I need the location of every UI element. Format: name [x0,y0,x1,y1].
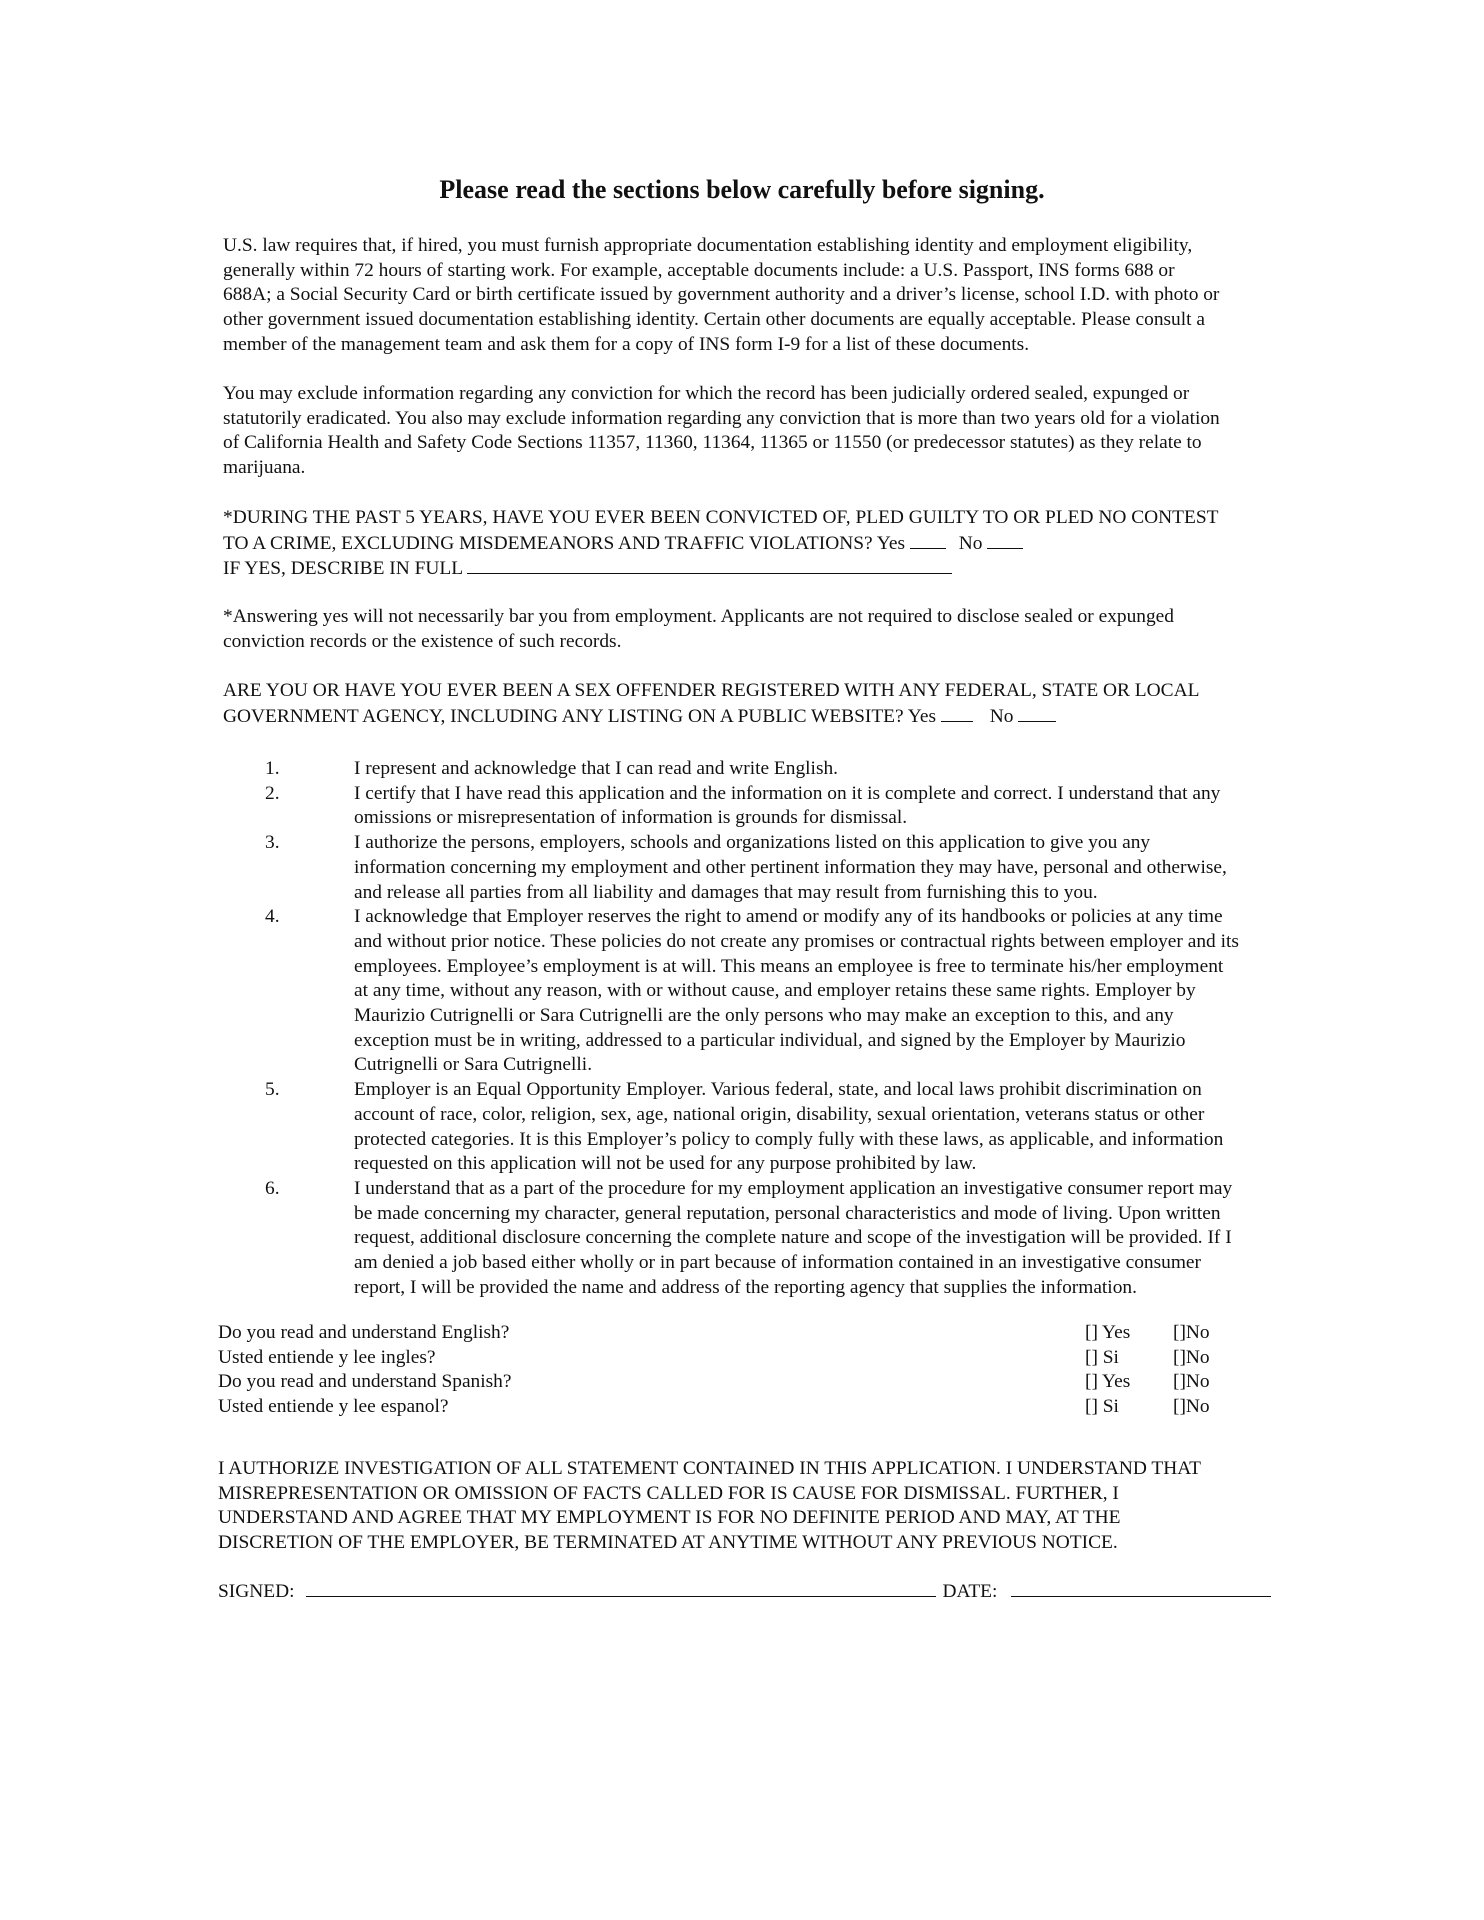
item-line: Cutrignelli or Sara Cutrignelli. [354,1054,593,1076]
question-line: ARE YOU OR HAVE YOU EVER BEEN A SEX OFFENDER REGISTERED WITH ANY FEDERAL, STATE OR LOCAL [223,680,1200,701]
item-number: 6. [265,1177,280,1199]
signature-field[interactable] [306,1578,936,1597]
paragraph-line: You may exclude information regarding any conviction for which the record has been judicially ordered sealed, expunged or [223,383,1190,404]
paragraph-line: member of the management team and ask them for a copy of INS form I-9 for a list of these documents. [223,333,1030,355]
item-line: Employer is an Equal Opportunity Employer. Various federal, state, and local laws prohibit discrimination on [354,1079,1202,1101]
note-line: conviction records or the existence of such records. [223,630,622,652]
item-number: 4. [265,906,280,928]
language-row [218,1321,1248,1346]
question-text: GOVERNMENT AGENCY, INCLUDING ANY LISTING ON A PUBLIC WEBSITE? [223,705,904,727]
authorization-statement [218,1457,1368,1556]
documentation-paragraph [223,234,1358,358]
question-line [223,704,1358,730]
spanish-yes-checkbox[interactable]: [] Yes [1085,1371,1131,1393]
describe-label: IF YES, DESCRIBE IN FULL [223,558,463,580]
yes-label: Yes [876,532,905,554]
item-line: I certify that I have read this application and the information on it is complete and correct. I understand that any [354,782,1221,804]
language-row [218,1370,1248,1395]
page-title: Please read the sections below carefully before signing. [439,175,1045,204]
english-yes-checkbox[interactable]: [] Yes [1085,1322,1131,1343]
sex-offender-no-blank[interactable] [1018,704,1056,722]
conviction-yes-blank[interactable] [910,531,946,549]
item-line: exception must be in writing, addressed to a particular individual, and signed by the Employer by Maurizio [354,1029,1186,1051]
item-number: 2. [265,782,280,804]
no-label: No [989,705,1014,727]
item-line: employees. Employee’s employment is at will. This means an employee is free to terminate his/her employment [354,955,1224,977]
yes-label: Yes [907,705,936,727]
item-line: omissions or misrepresentation of information is grounds for dismissal. [354,807,908,829]
item-line: account of race, color, religion, sex, age, national origin, disability, sexual orientation, veterans status or other [354,1103,1205,1125]
language-row [218,1346,1248,1371]
language-question: Do you read and understand Spanish? [218,1371,512,1393]
language-question: Usted entiende y lee ingles? [218,1346,436,1368]
item-line: protected categories. It is this Employer’s policy to comply fully with these laws, as applicable, and information [354,1128,1224,1150]
item-line: am denied a job based either wholly or in part because of information contained in an investigative consumer [354,1252,1201,1274]
sex-offender-yes-blank[interactable] [941,704,973,722]
item-line: Maurizio Cutrignelli or Sara Cutrignelli are the only persons who may make an exception to this, and any [354,1005,1174,1027]
list-item [223,782,1358,831]
paragraph-line: of California Health and Safety Code Sections 11357, 11360, 11364, 11365 or 11550 (or predecessor statutes) as they relate to [223,432,1202,454]
paragraph-line: statutorily eradicated. You also may exclude information regarding any conviction that is more than two years old for a violation [223,407,1220,429]
acknowledgement-list [223,757,1358,1300]
item-line: at any time, without any reason, with or without cause, and employer retains these same rights. Employer by [354,980,1196,1002]
question-line [223,556,1358,582]
ingles-si-checkbox[interactable]: [] Si [1085,1346,1119,1368]
disclosure-note [223,605,1358,654]
question-text: TO A CRIME, EXCLUDING MISDEMEANORS AND TRAFFIC VIOLATIONS? [223,532,873,554]
signature-row [218,1578,1368,1605]
authorization-line: UNDERSTAND AND AGREE THAT MY EMPLOYMENT IS FOR NO DEFINITE PERIOD AND MAY, AT THE [218,1507,1121,1529]
item-number: 5. [265,1079,280,1101]
date-label: DATE: [942,1581,998,1602]
language-row [218,1395,1248,1420]
item-line: be made concerning my character, general reputation, personal characteristics and mode of living. Upon written [354,1202,1221,1224]
language-question: Usted entiende y lee espanol? [218,1396,449,1418]
signed-label: SIGNED: [218,1581,295,1602]
item-line: request, additional disclosure concerning the complete nature and scope of the investigation will be provided. If I [354,1227,1232,1249]
question-line: *DURING THE PAST 5 YEARS, HAVE YOU EVER BEEN CONVICTED OF, PLED GUILTY TO OR PLED NO CONTEST [223,507,1219,528]
list-item [223,1078,1358,1177]
item-line: I acknowledge that Employer reserves the right to amend or modify any of its handbooks or policies at any time [354,906,1223,928]
item-number: 1. [265,758,280,779]
espanol-si-checkbox[interactable]: [] Si [1085,1396,1119,1418]
ingles-no-checkbox[interactable]: []No [1173,1346,1210,1368]
conviction-no-blank[interactable] [987,531,1023,549]
spanish-no-checkbox[interactable]: []No [1173,1371,1210,1393]
item-line: requested on this application will not be used for any purpose prohibited by law. [354,1153,977,1175]
language-question: Do you read and understand English? [218,1322,510,1343]
item-line: and release all parties from all liability and damages that may result from furnishing this to you. [354,881,1098,903]
item-line: and without prior notice. These policies do not create any promises or contractual rights between employer and its [354,930,1239,952]
english-no-checkbox[interactable]: []No [1173,1322,1210,1343]
list-item [223,905,1358,1078]
paragraph-line: other government issued documentation establishing identity. Certain other documents are equally acceptable. Please consult a [223,309,1205,331]
item-number: 3. [265,832,280,854]
item-line: information concerning my employment and other pertinent information they may have, personal and otherwise, [354,856,1227,878]
item-line: report, I will be provided the name and address of the reporting agency that supplies the information. [354,1276,1137,1298]
paragraph-line: 688A; a Social Security Card or birth certificate issued by government authority and a driver’s license, school I.D. with photo or [223,284,1220,306]
authorization-line: I AUTHORIZE INVESTIGATION OF ALL STATEMENT CONTAINED IN THIS APPLICATION. I UNDERSTAND THAT [218,1458,1201,1479]
language-questions [218,1321,1248,1420]
item-line: I understand that as a part of the procedure for my employment application an investigative consumer report may [354,1177,1233,1199]
espanol-no-checkbox[interactable]: []No [1173,1396,1210,1418]
conviction-question [223,506,1358,582]
paragraph-line: U.S. law requires that, if hired, you must furnish appropriate documentation establishing identity and employment eligibility, [223,235,1193,256]
authorization-line: DISCRETION OF THE EMPLOYER, BE TERMINATED AT ANYTIME WITHOUT ANY PREVIOUS NOTICE. [218,1532,1118,1554]
sex-offender-question [223,679,1358,729]
note-line: *Answering yes will not necessarily bar you from employment. Applicants are not required to disclose sealed or expunged [223,606,1174,627]
list-item [223,831,1358,905]
no-label: No [958,532,983,554]
date-field[interactable] [1011,1578,1271,1597]
question-line [223,531,1358,557]
item-line: I authorize the persons, employers, schools and organizations listed on this application to give you any [354,832,1151,854]
item-line: I represent and acknowledge that I can read and write English. [354,758,839,779]
authorization-line: MISREPRESENTATION OR OMISSION OF FACTS CALLED FOR IS CAUSE FOR DISMISSAL. FURTHER, I [218,1482,1119,1504]
exclusion-paragraph [223,382,1358,481]
conviction-description-blank[interactable] [467,556,952,574]
paragraph-line: generally within 72 hours of starting work. For example, acceptable documents include: a U.S. Passport, INS forms 688 or [223,259,1175,281]
paragraph-line: marijuana. [223,457,306,479]
list-item [223,1177,1358,1301]
list-item [223,757,1358,782]
